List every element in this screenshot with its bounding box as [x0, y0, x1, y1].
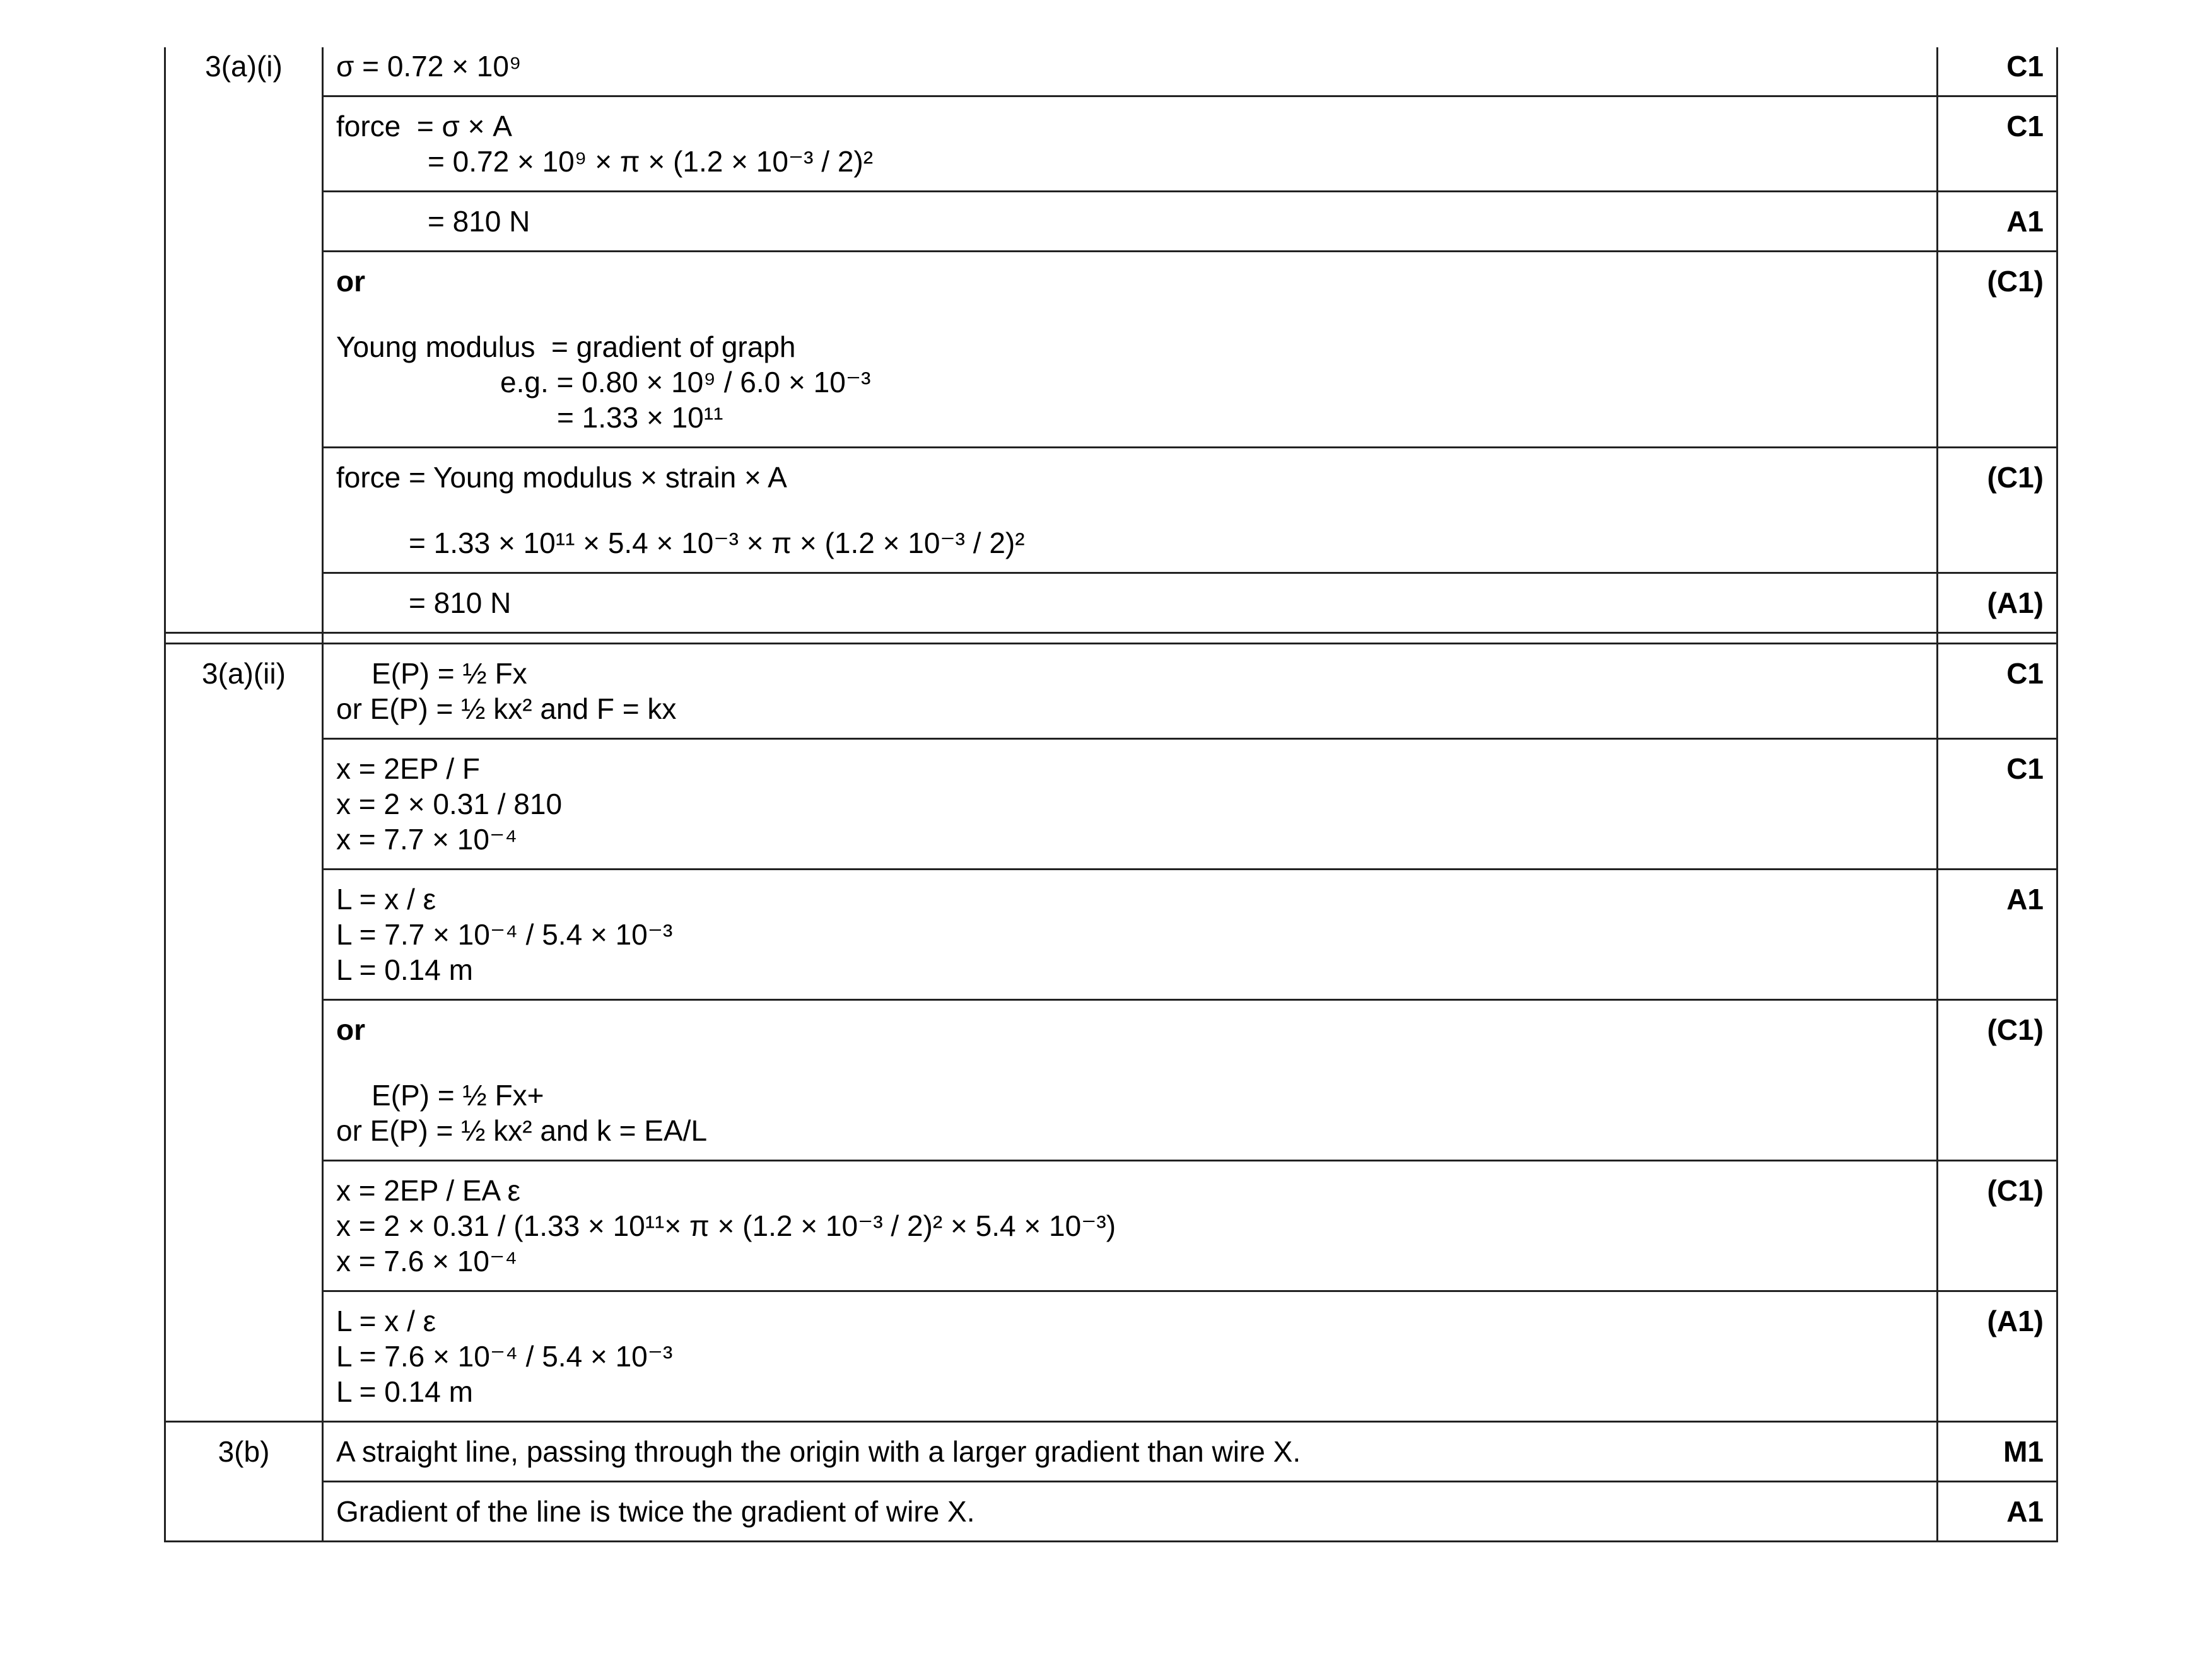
answer-line: σ = 0.72 × 10⁹	[336, 50, 522, 83]
table-row	[165, 573, 2057, 633]
answer-cell	[323, 252, 1938, 448]
answer-cell	[323, 870, 1938, 1000]
question-number: 3(a)(i)	[165, 47, 323, 96]
section-separator	[165, 633, 2057, 644]
answer-line: force	[336, 110, 401, 143]
answer-line: e.g. = 0.80 × 10⁹ / 6.0 × 10⁻³	[500, 366, 871, 399]
answer-line: A straight line, passing through the origin with a larger gradient than wire X.	[336, 1435, 1301, 1468]
answer-cell	[323, 1161, 1938, 1291]
answer-line: L = x / ε	[336, 883, 436, 916]
answer-line: L = 7.6 × 10⁻⁴ / 5.4 × 10⁻³	[336, 1340, 673, 1373]
answer-line: x = 2 × 0.31 / (1.33 × 10¹¹× π × (1.2 × 10⁻³ / 2)² × 5.4 × 10⁻³)	[336, 1209, 1116, 1242]
question-number	[165, 1161, 323, 1291]
question-number	[165, 573, 323, 633]
answer-line: E(P) = ½ Fx+	[372, 1079, 544, 1112]
answer-line: = 1.33 × 10¹¹ × 5.4 × 10⁻³ × π × (1.2 × 10⁻³ / 2)²	[409, 527, 1025, 559]
mark-cell: C1	[1938, 644, 2057, 739]
table-row	[165, 1482, 2057, 1542]
table-row	[165, 96, 2057, 192]
answer-line: x = 7.7 × 10⁻⁴	[336, 823, 518, 856]
mark-cell: C1	[1938, 47, 2057, 96]
question-number	[165, 96, 323, 192]
table-row	[165, 1161, 2057, 1291]
question-number	[165, 448, 323, 573]
answer-cell	[323, 644, 1938, 739]
table-row	[165, 644, 2057, 739]
question-number	[165, 1291, 323, 1422]
answer-line: = 810 N	[428, 205, 530, 238]
mark-cell: (C1)	[1938, 252, 2057, 448]
answer-line: x = 2EP / EA ε	[336, 1174, 520, 1207]
answer-line: x = 2 × 0.31 / 810	[336, 788, 563, 820]
question-number	[165, 192, 323, 252]
table-row	[165, 252, 2057, 448]
answer-line: = gradient of graph	[551, 330, 796, 363]
mark-cell: (A1)	[1938, 1291, 2057, 1422]
mark-scheme-table	[164, 47, 2058, 1542]
answer-line: Young modulus	[336, 330, 535, 363]
mark-cell: (C1)	[1938, 448, 2057, 573]
answer-cell	[323, 739, 1938, 870]
answer-cell	[323, 448, 1938, 573]
answer-cell	[323, 1482, 1938, 1542]
answer-cell	[323, 47, 1938, 96]
answer-line: L = 0.14 m	[336, 1375, 473, 1408]
question-number	[165, 1000, 323, 1161]
answer-line: L = 0.14 m	[336, 953, 473, 986]
answer-line: or E(P) = ½ kx² and k = EA/L	[336, 1114, 708, 1147]
answer-cell	[323, 1000, 1938, 1161]
answer-line: = σ × A	[416, 110, 512, 143]
mark-cell: (A1)	[1938, 573, 2057, 633]
mark-cell: C1	[1938, 739, 2057, 870]
question-number: 3(b)	[165, 1422, 323, 1482]
answer-cell	[323, 1291, 1938, 1422]
mark-cell: M1	[1938, 1422, 2057, 1482]
answer-line: = 1.33 × 10¹¹	[557, 401, 723, 434]
answer-line: = 810 N	[409, 586, 512, 619]
answer-line: Gradient of the line is twice the gradient of wire X.	[336, 1495, 975, 1528]
mark-cell: (C1)	[1938, 1161, 2057, 1291]
table-row	[165, 739, 2057, 870]
mark-cell: A1	[1938, 870, 2057, 1000]
answer-line: E(P) = ½ Fx	[372, 657, 527, 690]
table-row	[165, 192, 2057, 252]
question-number: 3(a)(ii)	[165, 644, 323, 739]
answer-line: x = 7.6 × 10⁻⁴	[336, 1245, 518, 1278]
table-row	[165, 870, 2057, 1000]
answer-line: L = 7.7 × 10⁻⁴ / 5.4 × 10⁻³	[336, 918, 673, 951]
mark-cell: A1	[1938, 1482, 2057, 1542]
or-label: or	[336, 1013, 365, 1046]
answer-line: or E(P) = ½ kx² and F = kx	[336, 692, 677, 725]
answer-line: x = 2EP / F	[336, 752, 480, 785]
question-number	[165, 252, 323, 448]
table-row	[165, 1291, 2057, 1422]
answer-line: force = Young modulus × strain × A	[336, 461, 787, 494]
answer-line: = 0.72 × 10⁹ × π × (1.2 × 10⁻³ / 2)²	[428, 145, 874, 178]
answer-cell	[323, 96, 1938, 192]
answer-line: L = x / ε	[336, 1305, 436, 1337]
question-number	[165, 1482, 323, 1542]
table-row	[165, 47, 2057, 96]
mark-cell: A1	[1938, 192, 2057, 252]
table-row	[165, 1000, 2057, 1161]
mark-cell: (C1)	[1938, 1000, 2057, 1161]
table-row	[165, 1422, 2057, 1482]
or-label: or	[336, 265, 365, 298]
mark-cell: C1	[1938, 96, 2057, 192]
question-number	[165, 870, 323, 1000]
question-number	[165, 739, 323, 870]
answer-cell	[323, 192, 1938, 252]
answer-cell	[323, 573, 1938, 633]
answer-cell	[323, 1422, 1938, 1482]
table-row	[165, 448, 2057, 573]
